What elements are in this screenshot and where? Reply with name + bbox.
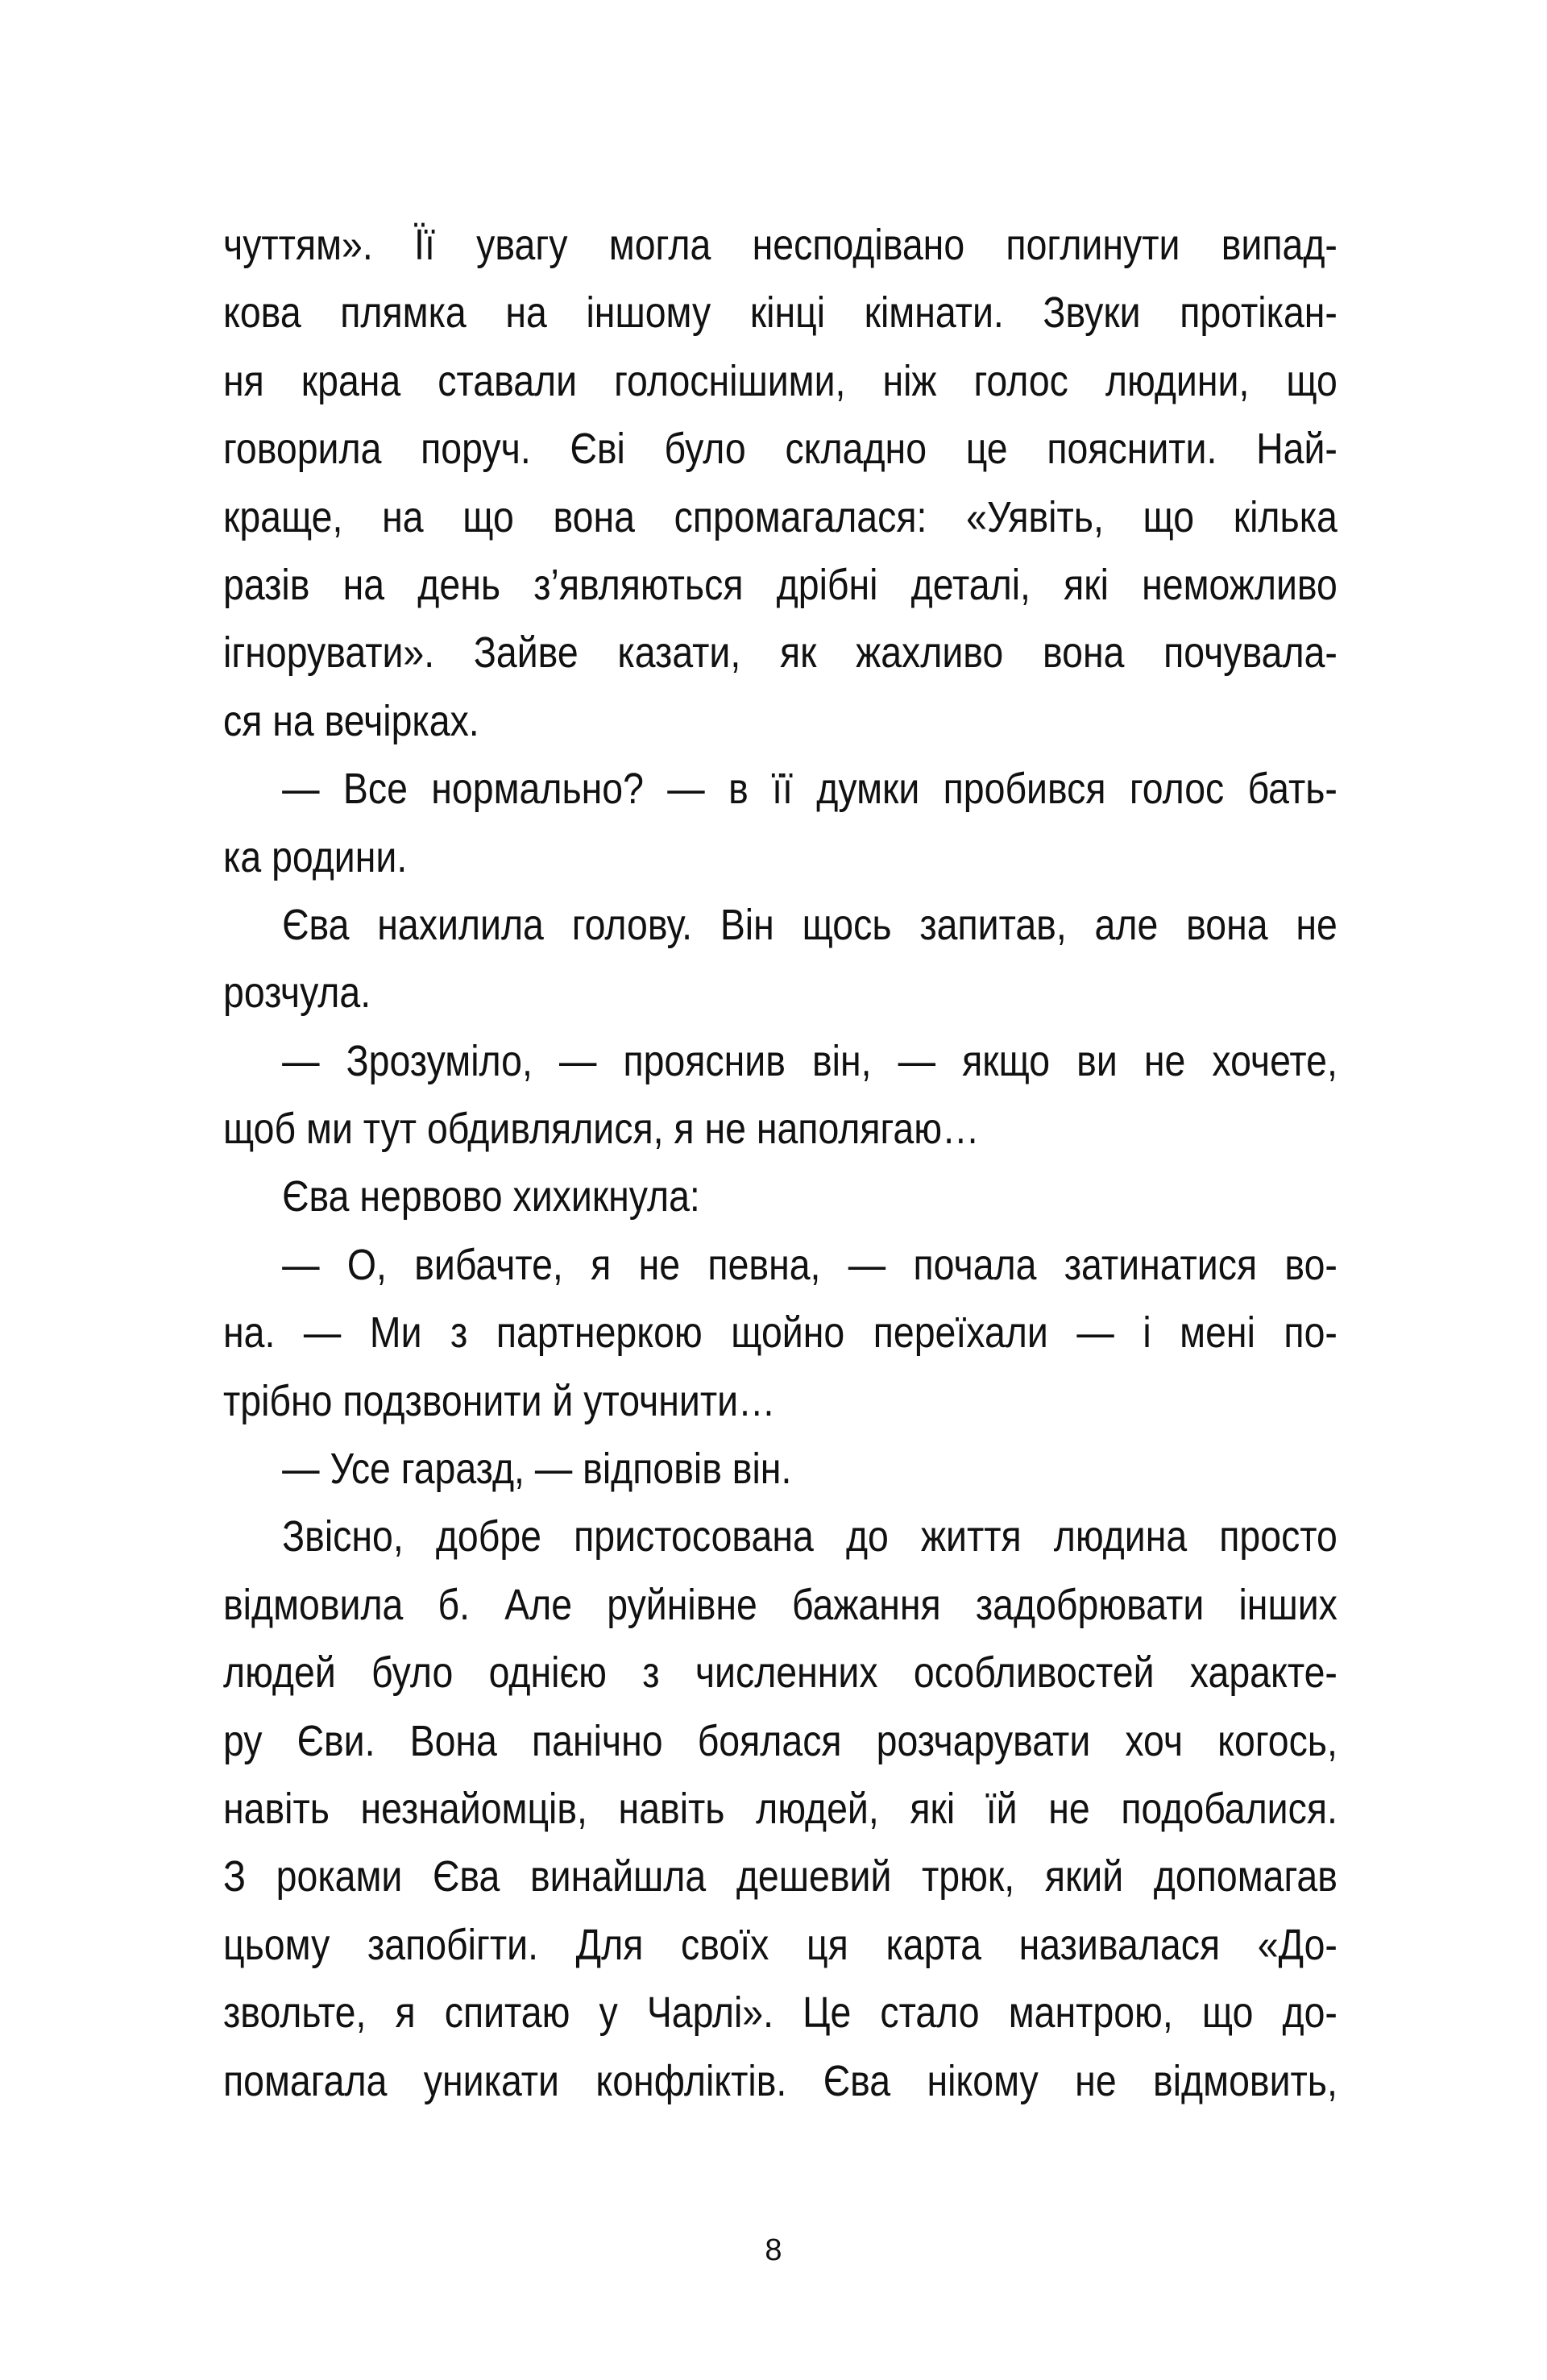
text-line: людей було однією з численних особливостей характе-: [223, 1648, 1338, 1698]
text-line: ігнорувати». Зайве казати, як жахливо вона почувала-: [223, 628, 1338, 678]
text-line: цьому запобігти. Для своїх ця карта називалася «До-: [223, 1920, 1338, 1969]
text-line: Звісно, добре пристосована до життя людина просто: [282, 1512, 1338, 1561]
text-line: — О, вибачте, я не певна, — почала затинатися во-: [282, 1240, 1338, 1289]
text-line: звольте, я спитаю у Чарлі». Це стало мантрою, що до-: [223, 1988, 1338, 2038]
text-line: — Зрозуміло, — прояснив він, — якщо ви не хочете,: [282, 1036, 1338, 1085]
text-line: З роками Єва винайшла дешевий трюк, який допомагав: [223, 1852, 1338, 1901]
text-line: ру Єви. Вона панічно боялася розчарувати хоч когось,: [223, 1716, 1338, 1765]
text-line: ня крана ставали голоснішими, ніж голос людини, що: [223, 356, 1338, 405]
text-line: щоб ми тут обдивлялися, я не наполягаю…: [223, 1105, 980, 1154]
text-line: чуттям». Її увагу могла несподівано поглинути випад-: [223, 221, 1338, 269]
text-line: ся на вечірках.: [223, 696, 479, 745]
text-line: говорила поруч. Єві було складно це пояснити. Най-: [223, 425, 1338, 474]
text-line: помагала уникати конфліктів. Єва нікому не відмовить,: [223, 2056, 1338, 2105]
body-text: [223, 211, 1338, 2115]
text-line: навіть незнайомців, навіть людей, які їй не подобалися.: [223, 1784, 1338, 1833]
text-line: разів на день з’являються дрібні деталі, які неможливо: [223, 560, 1338, 609]
text-line: Єва нахилила голову. Він щось запитав, але вона не: [282, 900, 1338, 949]
text-line: Єва нервово хихикнула:: [282, 1172, 700, 1221]
text-line: ка родини.: [223, 832, 408, 881]
text-line: розчула.: [223, 968, 371, 1018]
text-line: трібно подзвонити й уточнити…: [223, 1376, 776, 1425]
text-line: — Усе гаразд, — відповів він.: [282, 1445, 792, 1494]
text-line: відмовила б. Але руйнівне бажання задобрювати інших: [223, 1580, 1338, 1629]
text-line: на. — Ми з партнеркою щойно переїхали — і мені по-: [223, 1308, 1338, 1358]
text-line: — Все нормально? — в її думки пробився голос бать-: [282, 765, 1338, 814]
text-line: кова плямка на іншому кінці кімнати. Звуки протікан-: [223, 288, 1338, 338]
text-line: краще, на що вона спромагалася: «Уявіть, що кілька: [223, 492, 1338, 541]
page-number: 8: [765, 2233, 782, 2267]
